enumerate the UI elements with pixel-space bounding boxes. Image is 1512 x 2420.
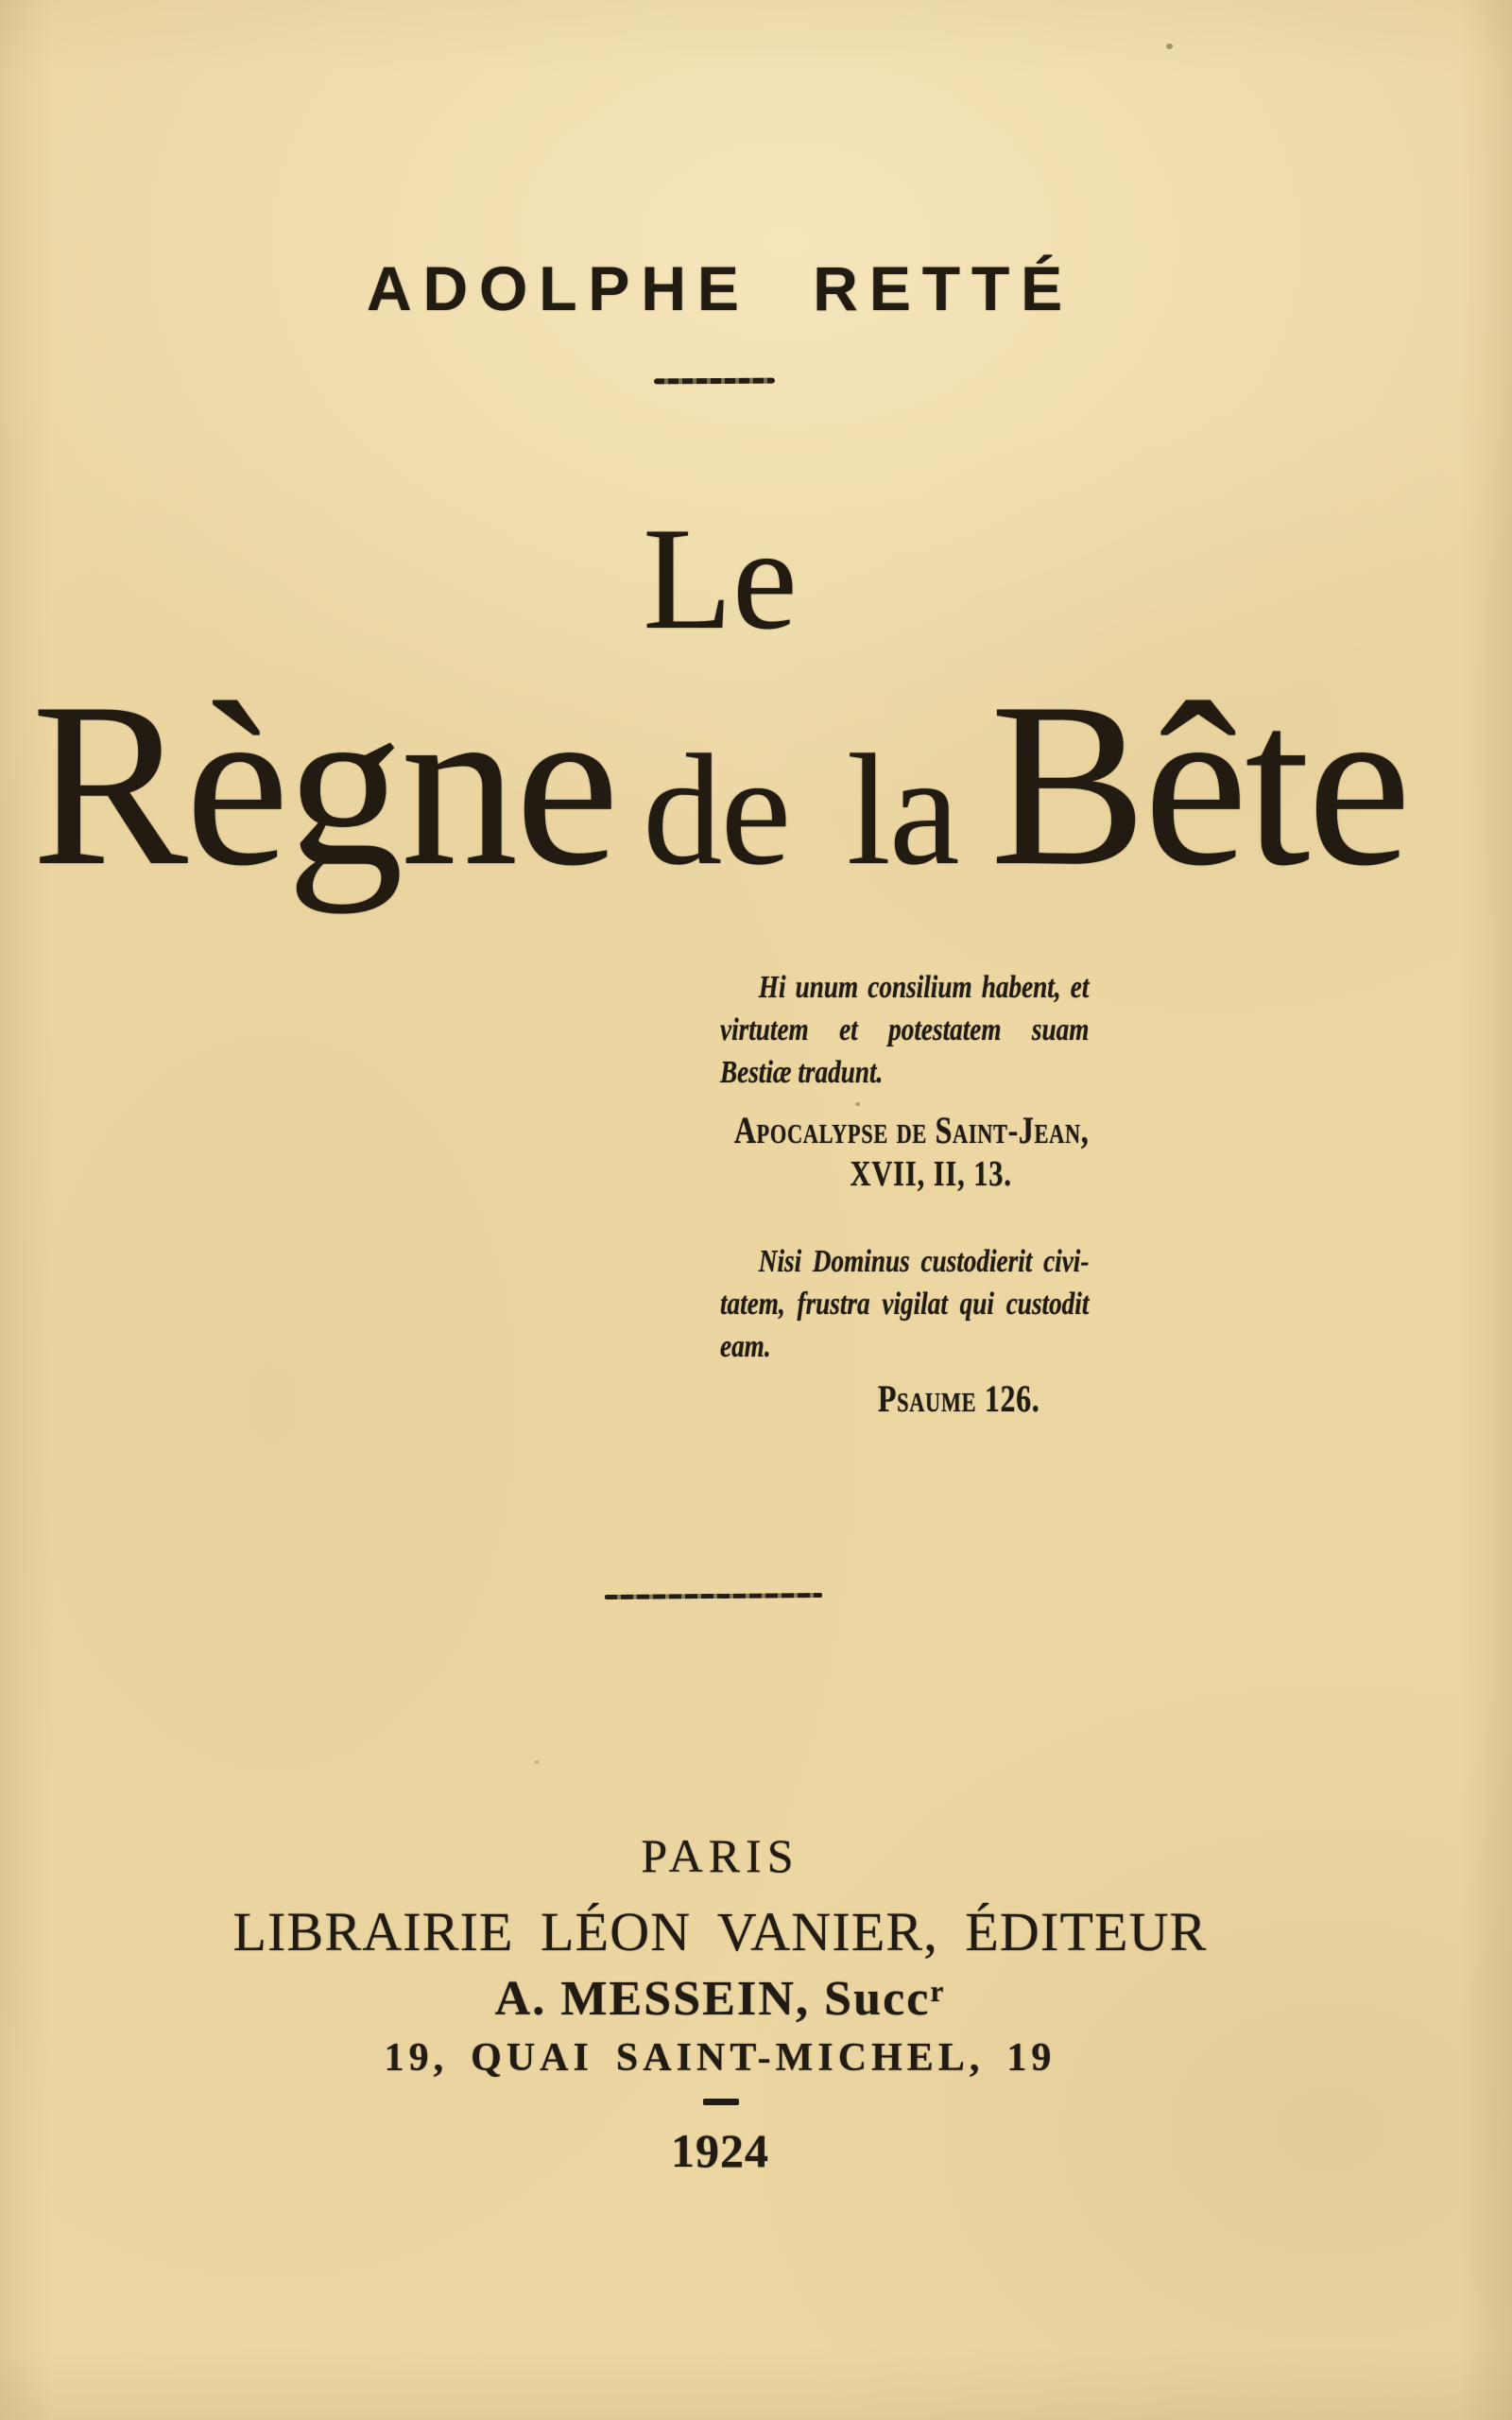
imprint-publisher: LIBRAIRIE LÉON VANIER, ÉDITEUR (232, 1901, 1208, 1962)
epigraph-line: Bestiæ tradunt. (720, 1055, 884, 1090)
title-article: Le (643, 497, 798, 660)
imprint-address: 19, QUAI SAINT-MICHEL, 19 (384, 2036, 1057, 2080)
paper-speck (1166, 43, 1173, 49)
section-divider-rule (605, 1593, 822, 1599)
epigraph-line: eam. (720, 1329, 771, 1364)
imprint-successor-text: A. MESSEIN, Succ (494, 1972, 931, 2026)
epigraph-psalm (720, 1240, 1089, 1421)
paper-speck (650, 283, 654, 286)
author-name: ADOLPHE RETTÉ (366, 253, 1074, 323)
epigraph-attribution: Psaume 126. (877, 1377, 1040, 1420)
epigraph-line: Hi unum consilium habent, et (758, 970, 1090, 1005)
paper-speck (855, 1102, 860, 1106)
imprint-city: PARIS (641, 1829, 799, 1882)
epigraph-reference: XVII, II, 13. (850, 1154, 1012, 1194)
title-words-de-la: de la (643, 722, 958, 898)
book-title (0, 654, 1440, 914)
epigraph-line: Nisi Dominus custodierit civi- (758, 1244, 1090, 1279)
imprint-successor (0, 1972, 1440, 2026)
author-divider-rule (654, 378, 775, 385)
epigraph-apocalypse (720, 966, 1089, 1196)
epigraph-line: virtutem et potestatem suam (720, 1012, 1090, 1047)
successor-superscript: r (930, 1974, 946, 2008)
title-word-bete: Bête (989, 654, 1409, 914)
paper-speck (535, 1760, 539, 1764)
epigraph-attribution: Apocalypse de Saint-Jean, (733, 1109, 1090, 1151)
epigraph-line: tatem, frustra vigilat qui custodit (720, 1287, 1090, 1322)
imprint-dash-rule (703, 2099, 739, 2105)
imprint-year: 1924 (671, 2124, 769, 2177)
title-word-regne: Règne (31, 654, 617, 914)
